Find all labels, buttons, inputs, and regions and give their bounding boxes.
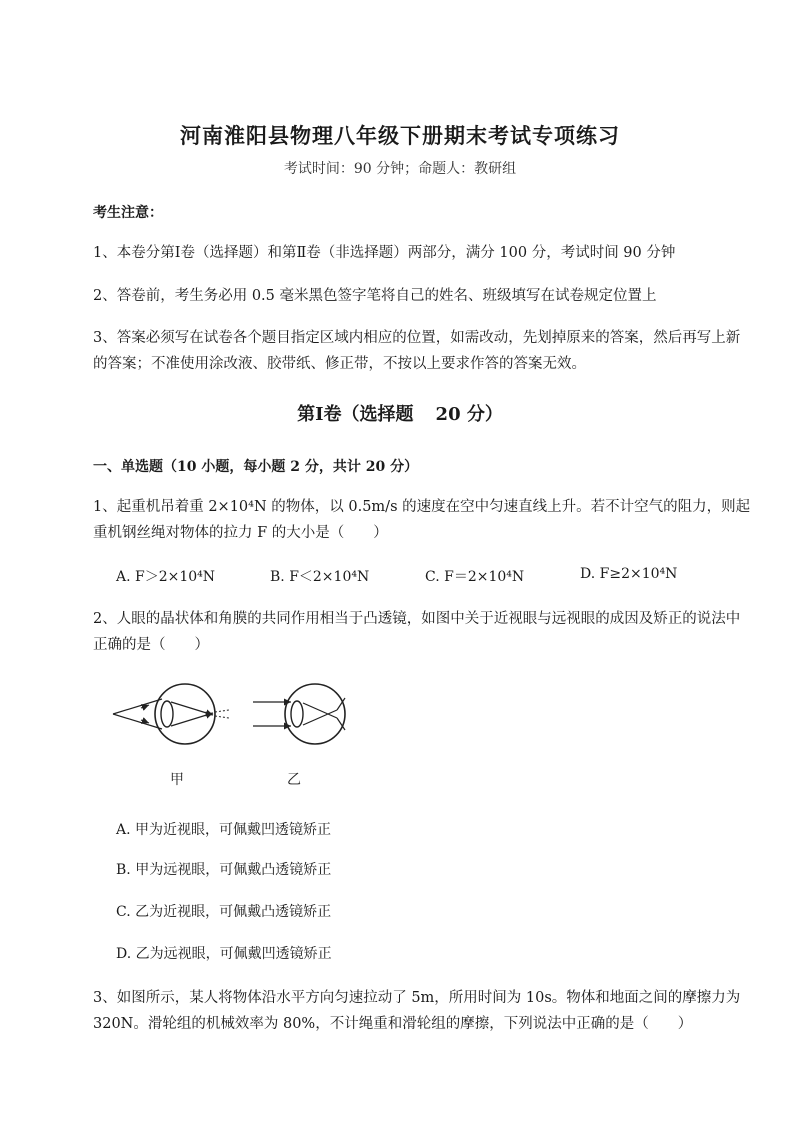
question-2-option-c[interactable]: C. 乙为近视眼，可佩戴凸透镜矫正 [116,904,332,920]
eye-jia-diagram [113,684,229,744]
section-title-text: 第Ⅰ卷（选择题 [297,404,414,425]
part-heading: 一、单选题（10 小题，每小题 2 分，共计 20 分） [93,459,419,475]
lens [291,701,303,727]
notice-item-2: 2、答卷前，考生务必用 0.5 毫米黑色签字笔将自己的姓名、班级填写在试卷规定位置上 [93,288,657,304]
eyeball-outline [285,684,345,744]
question-1-option-d[interactable]: D. F≥2×10⁴N [580,566,678,582]
eye-diagram-figure [105,672,365,792]
lens [161,701,173,727]
notice-heading: 考生注意： [93,205,163,221]
eye-yi-diagram [253,684,345,744]
ray [303,703,337,718]
eyeball-outline [155,684,215,744]
notice-item-3-cont: 的答案；不准使用涂改液、胶带纸、修正带，不按以上要求作答的答案无效。 [93,356,586,372]
question-2-line-1: 2、人眼的晶状体和角膜的共同作用相当于凸透镜，如图中关于近视眼与远视眼的成因及矫正的说法中 [93,611,741,627]
notice-item-3: 3、答案必须写在试卷各个题目指定区域内相应的位置，如需改动，先划掉原来的答案，然后再写上新 [93,330,741,346]
section-title [0,400,800,426]
question-3-line-2: 320N。滑轮组的机械效率为 80%，不计绳重和滑轮组的摩擦，下列说法中正确的是（ ） [93,1016,693,1032]
question-1-option-a[interactable]: A. F＞2×10⁴N [116,569,216,585]
question-1-option-c[interactable]: C. F＝2×10⁴N [425,569,525,585]
question-2-option-a[interactable]: A. 甲为近视眼，可佩戴凹透镜矫正 [116,822,332,838]
question-1-line-1: 1、起重机吊着重 2×10⁴N 的物体，以 0.5m/s 的速度在空中匀速直线上升。若不计空气的阻力，则起 [93,499,751,515]
ray [171,713,213,726]
exam-info: 考试时间：90 分钟；命题人：教研组 [283,161,517,177]
question-1-option-b[interactable]: B. F＜2×10⁴N [270,569,370,585]
ray [171,702,213,715]
ray [215,716,229,718]
ray [215,710,229,712]
notice-item-1: 1、本卷分第Ⅰ卷（选择题）和第Ⅱ卷（非选择题）两部分，满分 100 分，考试时间 90 分钟 [93,245,676,261]
figure-label-yi: 乙 [287,772,301,788]
page-title: 河南淮阳县物理八年级下册期末考试专项练习 [180,123,620,148]
question-2-option-d[interactable]: D. 乙为远视眼，可佩戴凹透镜矫正 [116,946,332,962]
question-2-option-b[interactable]: B. 甲为远视眼，可佩戴凸透镜矫正 [116,862,332,878]
section-score: 20 分） [435,404,503,425]
question-2-line-2: 正确的是（ ） [93,637,209,653]
ray [303,710,337,725]
question-3-line-1: 3、如图所示，某人将物体沿水平方向匀速拉动了 5m，所用时间为 10s。物体和地面之间的摩擦力为 [93,990,741,1006]
question-1-line-2: 重机钢丝绳对物体的拉力 F 的大小是（ ） [93,525,388,541]
figure-label-jia: 甲 [170,772,184,788]
